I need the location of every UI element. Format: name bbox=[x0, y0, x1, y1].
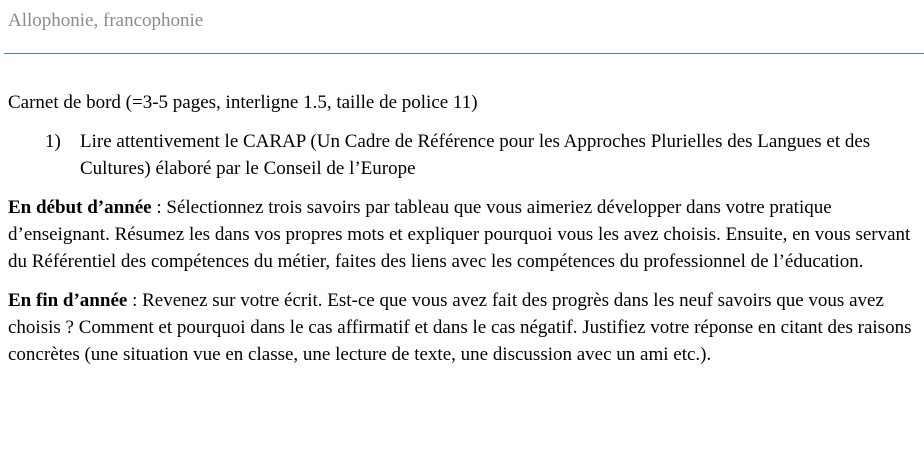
section-end-of-year bbox=[8, 287, 920, 368]
document-body bbox=[8, 89, 920, 380]
list-item bbox=[8, 128, 920, 182]
section-text: : Sélectionnez trois savoirs par tableau que vous aimeriez développer dans votre pratique d’enseignant. Résumez les dans vos propres mots et expliquer pourquoi vous les avez choisis. Ensuite, en vous servant du Référentiel des compétences du métier, faites des liens avec les compétences du professionnel de l’éducation. bbox=[8, 197, 911, 272]
list-text: Lire attentivement le CARAP (Un Cadre de Référence pour les Approches Plurielles des Langues et des Cultures) élaboré par le Conseil de l’Europe bbox=[80, 131, 871, 179]
header-divider bbox=[4, 53, 924, 54]
section-beginning-of-year bbox=[8, 194, 920, 275]
section-label: En début d’année bbox=[8, 197, 152, 218]
section-label: En fin d’année bbox=[8, 290, 128, 311]
section-text: : Revenez sur votre écrit. Est-ce que vous avez fait des progrès dans les neuf savoirs que vous avez choisis ? Comment et pourquoi dans le cas affirmatif et dans le cas négatif. Justifiez votre réponse en citant des raisons concrètes (une situation vue en classe, une lecture de texte, une discussion avec un ami etc.). bbox=[8, 290, 912, 365]
document-subtitle: Carnet de bord (=3-5 pages, interligne 1.5, taille de police 11) bbox=[8, 92, 478, 113]
header-title: Allophonie, francophonie bbox=[8, 10, 204, 31]
list-number: 1) bbox=[45, 131, 61, 152]
